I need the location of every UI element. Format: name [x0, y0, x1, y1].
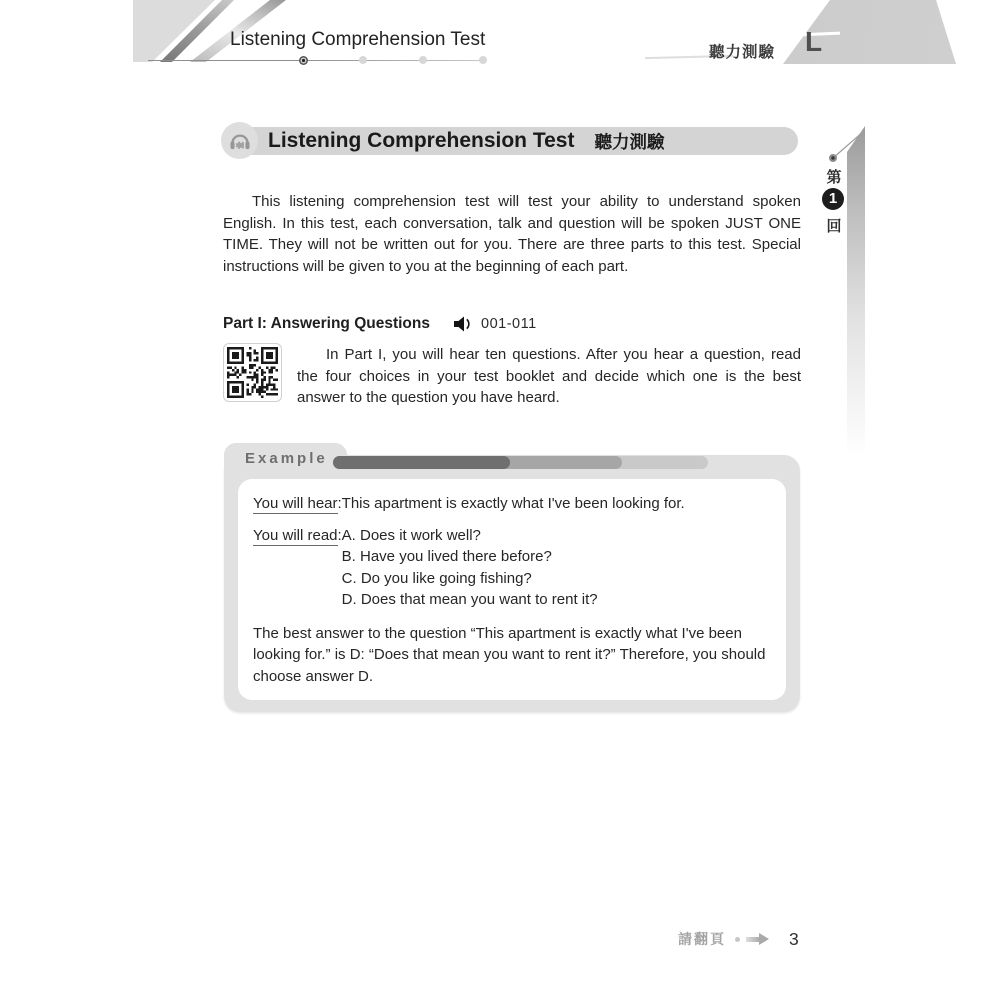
header-section-zh: 聽力測驗: [709, 44, 776, 61]
header-left: [130, 0, 510, 72]
header-rule: [148, 60, 484, 61]
header-right: [640, 0, 1000, 64]
headphones-icon: [221, 122, 258, 159]
turn-page-label: 請翻頁: [678, 931, 726, 947]
round-ribbon: [820, 118, 880, 608]
page-title: Listening Comprehension Test: [268, 129, 575, 152]
example-tab: [224, 443, 347, 477]
audio-track-range: 001-011: [481, 316, 537, 332]
page-number: 3: [789, 928, 799, 949]
option-d: D. Does that mean you want to rent it?: [341, 591, 598, 608]
progress-dot: [419, 56, 427, 64]
you-will-read-row: [253, 525, 771, 611]
page-title-zh: 聽力測驗: [594, 131, 665, 152]
progress-dot: [359, 56, 367, 64]
round-prefix: 第: [826, 169, 842, 186]
speaker-icon: [454, 316, 474, 332]
ribbon-strip: [847, 126, 865, 586]
example-explanation: The best answer to the question “This apartment is exactly what I've been looking for.” is D: “Does that mean you want to rent it?” Therefore, you should choose answer D.: [253, 624, 766, 685]
answer-options: [342, 525, 598, 611]
read-label: You will read: [253, 526, 338, 544]
option-b: B. Have you lived there before?: [341, 548, 552, 565]
part1-heading: Part I: Answering Questions: [223, 315, 430, 332]
running-title: Listening Comprehension Test: [230, 29, 486, 50]
progress-dot: [479, 56, 487, 64]
intro-paragraph: This listening comprehension test will test your ability to understand spoken English. In this test, each conversation, talk and question will be spoken JUST ONE TIME. They will not be written out for you. There are three parts to this test. Special instructions will be given to you at the beginning of each part.: [223, 193, 801, 275]
colon: :: [337, 495, 342, 512]
page-footer: [678, 925, 799, 953]
turn-page-arrowhead-icon: [759, 933, 769, 945]
round-suffix: 回: [826, 218, 842, 235]
qr-code: [223, 343, 282, 402]
colon: :: [337, 526, 342, 544]
option-c: C. Do you like going fishing?: [341, 569, 532, 587]
example-card: [224, 443, 800, 712]
section-title-bar: [222, 127, 798, 155]
you-will-hear-row: [253, 493, 771, 515]
hear-text: This apartment is exactly what I've been looking for.: [341, 495, 685, 512]
part1-description: In Part I, you will hear ten questions. After you hear a question, read the four choices in your test booklet and decide which one is the best answer to the question you have heard.: [297, 346, 801, 406]
intro-section: [223, 191, 801, 277]
example-label: Example: [245, 450, 328, 467]
example-panel: [238, 479, 786, 700]
part1-body: [223, 341, 801, 409]
footer-dot: [735, 937, 740, 942]
turn-page-arrow-icon: [746, 937, 759, 942]
header-section-letter: L: [805, 26, 823, 57]
option-a: A. Does it work well?: [341, 526, 481, 544]
progress-dot-active: [299, 56, 308, 65]
part1-heading-row: [223, 315, 801, 333]
decorative-bar-dark: [333, 456, 510, 469]
hear-label: You will hear: [253, 495, 338, 512]
round-number-badge: 1: [822, 188, 844, 210]
